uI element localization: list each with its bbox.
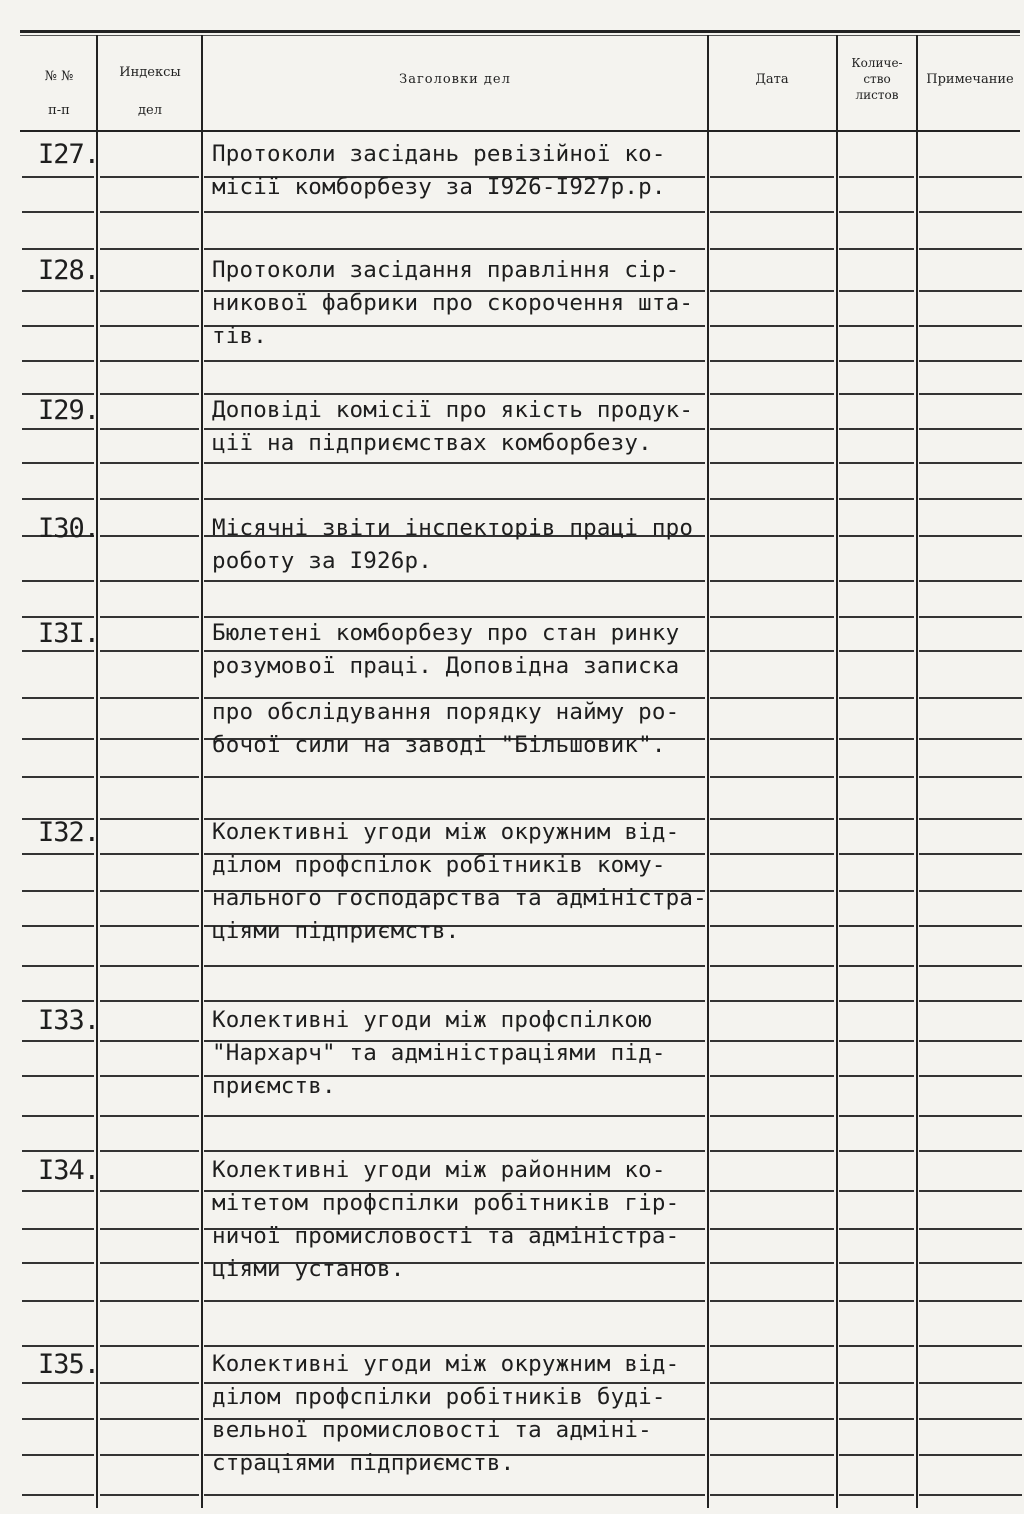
form-rule — [100, 360, 199, 362]
form-rule — [22, 580, 94, 582]
form-rule — [22, 1150, 94, 1152]
form-rule — [710, 650, 834, 652]
form-rule — [919, 498, 1022, 500]
entry-line: мітетом профспілки робітників гір- — [212, 1190, 680, 1216]
form-rule — [204, 965, 705, 967]
form-rule — [22, 1190, 94, 1192]
form-rule — [710, 1345, 834, 1347]
entry-number: I34. — [38, 1155, 100, 1186]
form-rule — [839, 176, 914, 178]
entry-line: нального господарства та адміністра- — [212, 885, 707, 911]
form-rule — [919, 535, 1022, 537]
form-rule — [710, 428, 834, 430]
form-rule — [839, 965, 914, 967]
entry-number: I35. — [38, 1349, 100, 1380]
form-rule — [100, 1075, 199, 1077]
form-rule — [100, 1040, 199, 1042]
entry-line: бочої сили на заводі "Більшовик". — [212, 732, 666, 758]
form-rule — [919, 1190, 1022, 1192]
form-rule — [22, 211, 94, 213]
form-rule — [919, 1262, 1022, 1264]
form-rule — [204, 462, 705, 464]
entry-line: Протоколи засідань ревізійної ко- — [212, 141, 666, 167]
form-rule — [100, 853, 199, 855]
header-index — [100, 54, 200, 130]
form-rule — [919, 890, 1022, 892]
form-rule — [100, 1190, 199, 1192]
entry-line: приємств. — [212, 1073, 336, 1099]
form-rule — [100, 965, 199, 967]
form-rule — [710, 890, 834, 892]
form-rule — [204, 1115, 705, 1117]
entry-title — [212, 1154, 712, 1286]
entry-number: I3I. — [38, 618, 100, 649]
form-rule — [204, 776, 705, 778]
form-rule — [22, 1382, 94, 1384]
form-rule — [22, 1454, 94, 1456]
entry-line: "Нархарч" та адміністраціями під- — [212, 1040, 666, 1066]
form-rule — [919, 1454, 1022, 1456]
form-rule — [100, 1228, 199, 1230]
form-rule — [204, 1345, 705, 1347]
entry-line: вельної промисловості та адміні- — [212, 1417, 652, 1443]
form-rule — [919, 1040, 1022, 1042]
entry-number: I27. — [38, 139, 100, 170]
form-rule — [100, 616, 199, 618]
entry-title — [212, 617, 712, 762]
form-rule — [100, 325, 199, 327]
header-index-line1: Индексы — [119, 65, 181, 80]
entry-line: роботу за I926р. — [212, 548, 432, 574]
entry-line: ділом профспілки робітників буді- — [212, 1384, 666, 1410]
form-rule — [100, 498, 199, 500]
form-rule — [100, 393, 199, 395]
entry-number: I33. — [38, 1005, 100, 1036]
form-rule — [22, 1300, 94, 1302]
form-rule — [100, 1345, 199, 1347]
form-rule — [22, 738, 94, 740]
form-rule — [919, 650, 1022, 652]
form-rule — [204, 1150, 705, 1152]
form-rule — [22, 498, 94, 500]
form-rule — [839, 1228, 914, 1230]
form-rule — [919, 176, 1022, 178]
form-rule — [100, 1115, 199, 1117]
form-rule — [710, 1040, 834, 1042]
entry-line: ції на підприємствах комборбезу. — [212, 430, 652, 456]
entry-number: I28. — [38, 255, 100, 286]
entry-title — [212, 1004, 712, 1103]
form-rule — [100, 1494, 199, 1496]
form-rule — [919, 428, 1022, 430]
entry-line: ничої промисловості та адміністра- — [212, 1223, 680, 1249]
form-rule — [839, 853, 914, 855]
form-rule — [22, 176, 94, 178]
form-rule — [22, 1228, 94, 1230]
form-rule — [710, 1000, 834, 1002]
form-rule — [839, 1382, 914, 1384]
form-rule — [710, 535, 834, 537]
top-rule — [20, 30, 1020, 33]
form-rule — [710, 325, 834, 327]
form-rule — [710, 360, 834, 362]
form-rule — [710, 965, 834, 967]
form-rule — [22, 248, 94, 250]
form-rule — [710, 211, 834, 213]
top-rule-thin — [20, 35, 1020, 36]
form-rule — [710, 697, 834, 699]
form-rule — [100, 925, 199, 927]
entry-line: Колективні угоди між окружним від- — [212, 819, 680, 845]
form-rule — [100, 176, 199, 178]
form-rule — [839, 325, 914, 327]
form-rule — [919, 325, 1022, 327]
form-rule — [839, 1454, 914, 1456]
form-rule — [839, 360, 914, 362]
form-rule — [839, 1345, 914, 1347]
form-rule — [100, 580, 199, 582]
form-rule — [839, 776, 914, 778]
form-rule — [100, 211, 199, 213]
form-rule — [839, 1262, 914, 1264]
form-rule — [100, 1382, 199, 1384]
form-rule — [22, 1494, 94, 1496]
column-divider — [916, 35, 918, 1508]
form-rule — [919, 1150, 1022, 1152]
entry-number: I30. — [38, 513, 100, 544]
form-rule — [100, 738, 199, 740]
entry-number: I32. — [38, 817, 100, 848]
entry-number: I29. — [38, 395, 100, 426]
header-sheets-line3: листов — [855, 88, 899, 102]
form-rule — [839, 1040, 914, 1042]
form-rule — [100, 818, 199, 820]
header-sheets-line1: Количе- — [851, 56, 903, 70]
form-rule — [919, 1382, 1022, 1384]
header-note: Примечание — [926, 72, 1014, 87]
form-rule — [22, 1040, 94, 1042]
form-rule — [839, 925, 914, 927]
form-rule — [839, 248, 914, 250]
entry-line: Протоколи засідання правління сір- — [212, 257, 680, 283]
entry-line: розумової праці. Доповідна записка — [212, 653, 680, 679]
entry-title — [212, 254, 712, 353]
form-rule — [100, 1418, 199, 1420]
form-rule — [710, 248, 834, 250]
form-rule — [100, 697, 199, 699]
form-rule — [22, 1418, 94, 1420]
form-rule — [710, 818, 834, 820]
entry-line: страціями підприємств. — [212, 1450, 515, 1476]
form-rule — [710, 853, 834, 855]
header-index-line2: дел — [138, 103, 162, 118]
form-rule — [710, 1494, 834, 1496]
entry-line: никової фабрики про скорочення шта- — [212, 290, 694, 316]
entry-line: Колективні угоди між окружним від- — [212, 1351, 680, 1377]
entry-line: місії комборбезу за I926-I927р.р. — [212, 174, 666, 200]
form-rule — [919, 1345, 1022, 1347]
form-rule — [204, 580, 705, 582]
form-rule — [839, 890, 914, 892]
form-rule — [839, 1150, 914, 1152]
form-rule — [22, 890, 94, 892]
form-rule — [919, 1115, 1022, 1117]
form-rule — [100, 890, 199, 892]
form-rule — [919, 211, 1022, 213]
entry-title — [212, 394, 712, 460]
form-rule — [839, 818, 914, 820]
form-rule — [919, 738, 1022, 740]
form-rule — [100, 248, 199, 250]
form-rule — [204, 1300, 705, 1302]
entry-line: про обслідування порядку найму ро- — [212, 699, 680, 725]
form-rule — [919, 1000, 1022, 1002]
entry-line: Бюлетені комборбезу про стан ринку — [212, 620, 680, 646]
form-rule — [710, 1382, 834, 1384]
form-rule — [710, 1190, 834, 1192]
form-rule — [710, 1300, 834, 1302]
form-rule — [22, 853, 94, 855]
form-rule — [100, 1150, 199, 1152]
form-rule — [22, 1000, 94, 1002]
form-rule — [710, 1418, 834, 1420]
form-rule — [839, 580, 914, 582]
form-rule — [22, 1075, 94, 1077]
form-rule — [710, 616, 834, 618]
form-rule — [100, 650, 199, 652]
form-rule — [22, 697, 94, 699]
column-divider — [836, 35, 838, 1508]
form-rule — [22, 650, 94, 652]
entry-line: Колективні угоди між профспілкою — [212, 1007, 652, 1033]
header-number-line1: № № — [44, 69, 74, 84]
form-rule — [22, 360, 94, 362]
entry-line: ціями установ. — [212, 1256, 405, 1282]
form-rule — [919, 616, 1022, 618]
header-date: Дата — [755, 72, 789, 87]
entry-line: ціями підприємств. — [212, 918, 460, 944]
form-rule — [100, 428, 199, 430]
form-rule — [839, 1000, 914, 1002]
form-rule — [919, 697, 1022, 699]
header-sheets — [838, 55, 916, 103]
form-rule — [710, 393, 834, 395]
form-rule — [839, 650, 914, 652]
form-rule — [22, 290, 94, 292]
form-rule — [710, 1454, 834, 1456]
form-rule — [22, 325, 94, 327]
form-rule — [100, 1000, 199, 1002]
header-number — [24, 60, 94, 128]
entry-line: Місячні звіти інспекторів праці про — [212, 515, 694, 541]
form-rule — [710, 498, 834, 500]
form-rule — [919, 965, 1022, 967]
form-rule — [839, 428, 914, 430]
form-rule — [919, 818, 1022, 820]
form-rule — [710, 462, 834, 464]
form-rule — [839, 616, 914, 618]
header-bottom-rule — [20, 130, 1020, 132]
form-rule — [919, 925, 1022, 927]
entry-title — [212, 816, 712, 948]
header-title: Заголовки дел — [399, 72, 511, 87]
form-rule — [839, 1190, 914, 1192]
form-rule — [919, 1228, 1022, 1230]
form-rule — [710, 925, 834, 927]
form-rule — [919, 1075, 1022, 1077]
form-rule — [22, 1262, 94, 1264]
form-rule — [100, 776, 199, 778]
form-rule — [100, 1262, 199, 1264]
form-rule — [710, 290, 834, 292]
entry-line: ділом профспілок робітників кому- — [212, 852, 666, 878]
form-rule — [22, 1115, 94, 1117]
form-rule — [839, 1075, 914, 1077]
form-rule — [710, 580, 834, 582]
form-rule — [710, 1262, 834, 1264]
form-rule — [710, 776, 834, 778]
form-rule — [100, 1454, 199, 1456]
form-rule — [919, 776, 1022, 778]
form-rule — [839, 697, 914, 699]
form-rule — [839, 535, 914, 537]
form-rule — [919, 462, 1022, 464]
form-rule — [22, 776, 94, 778]
form-rule — [22, 428, 94, 430]
form-rule — [22, 462, 94, 464]
form-rule — [839, 498, 914, 500]
form-rule — [839, 1494, 914, 1496]
entry-line: тів. — [212, 323, 267, 349]
form-rule — [100, 290, 199, 292]
entry-title — [212, 512, 712, 578]
form-rule — [919, 1418, 1022, 1420]
column-divider — [201, 35, 203, 1508]
form-rule — [204, 1000, 705, 1002]
form-rule — [839, 290, 914, 292]
form-rule — [204, 248, 705, 250]
form-rule — [22, 1345, 94, 1347]
header-sheets-line2: ство — [863, 72, 891, 86]
form-rule — [204, 1494, 705, 1496]
form-rule — [839, 738, 914, 740]
form-rule — [919, 1300, 1022, 1302]
form-rule — [919, 360, 1022, 362]
form-rule — [710, 738, 834, 740]
form-rule — [100, 462, 199, 464]
form-rule — [204, 211, 705, 213]
form-rule — [839, 462, 914, 464]
form-rule — [204, 360, 705, 362]
form-rule — [710, 176, 834, 178]
entry-title — [212, 1348, 712, 1480]
form-rule — [919, 393, 1022, 395]
form-rule — [919, 1494, 1022, 1496]
entry-line: Доповіді комісії про якість продук- — [212, 397, 694, 423]
form-rule — [100, 1300, 199, 1302]
form-rule — [204, 498, 705, 500]
entry-title — [212, 138, 712, 204]
form-rule — [710, 1150, 834, 1152]
form-rule — [839, 1418, 914, 1420]
form-rule — [710, 1228, 834, 1230]
form-rule — [919, 248, 1022, 250]
form-rule — [839, 1115, 914, 1117]
form-rule — [919, 290, 1022, 292]
form-rule — [710, 1115, 834, 1117]
form-rule — [22, 925, 94, 927]
form-rule — [839, 1300, 914, 1302]
entry-line: Колективні угоди між районним ко- — [212, 1157, 666, 1183]
form-rule — [710, 1075, 834, 1077]
form-rule — [919, 853, 1022, 855]
form-rule — [22, 965, 94, 967]
form-rule — [839, 393, 914, 395]
header-number-line2: п-п — [48, 103, 70, 118]
form-rule — [839, 211, 914, 213]
form-rule — [100, 535, 199, 537]
form-rule — [919, 580, 1022, 582]
